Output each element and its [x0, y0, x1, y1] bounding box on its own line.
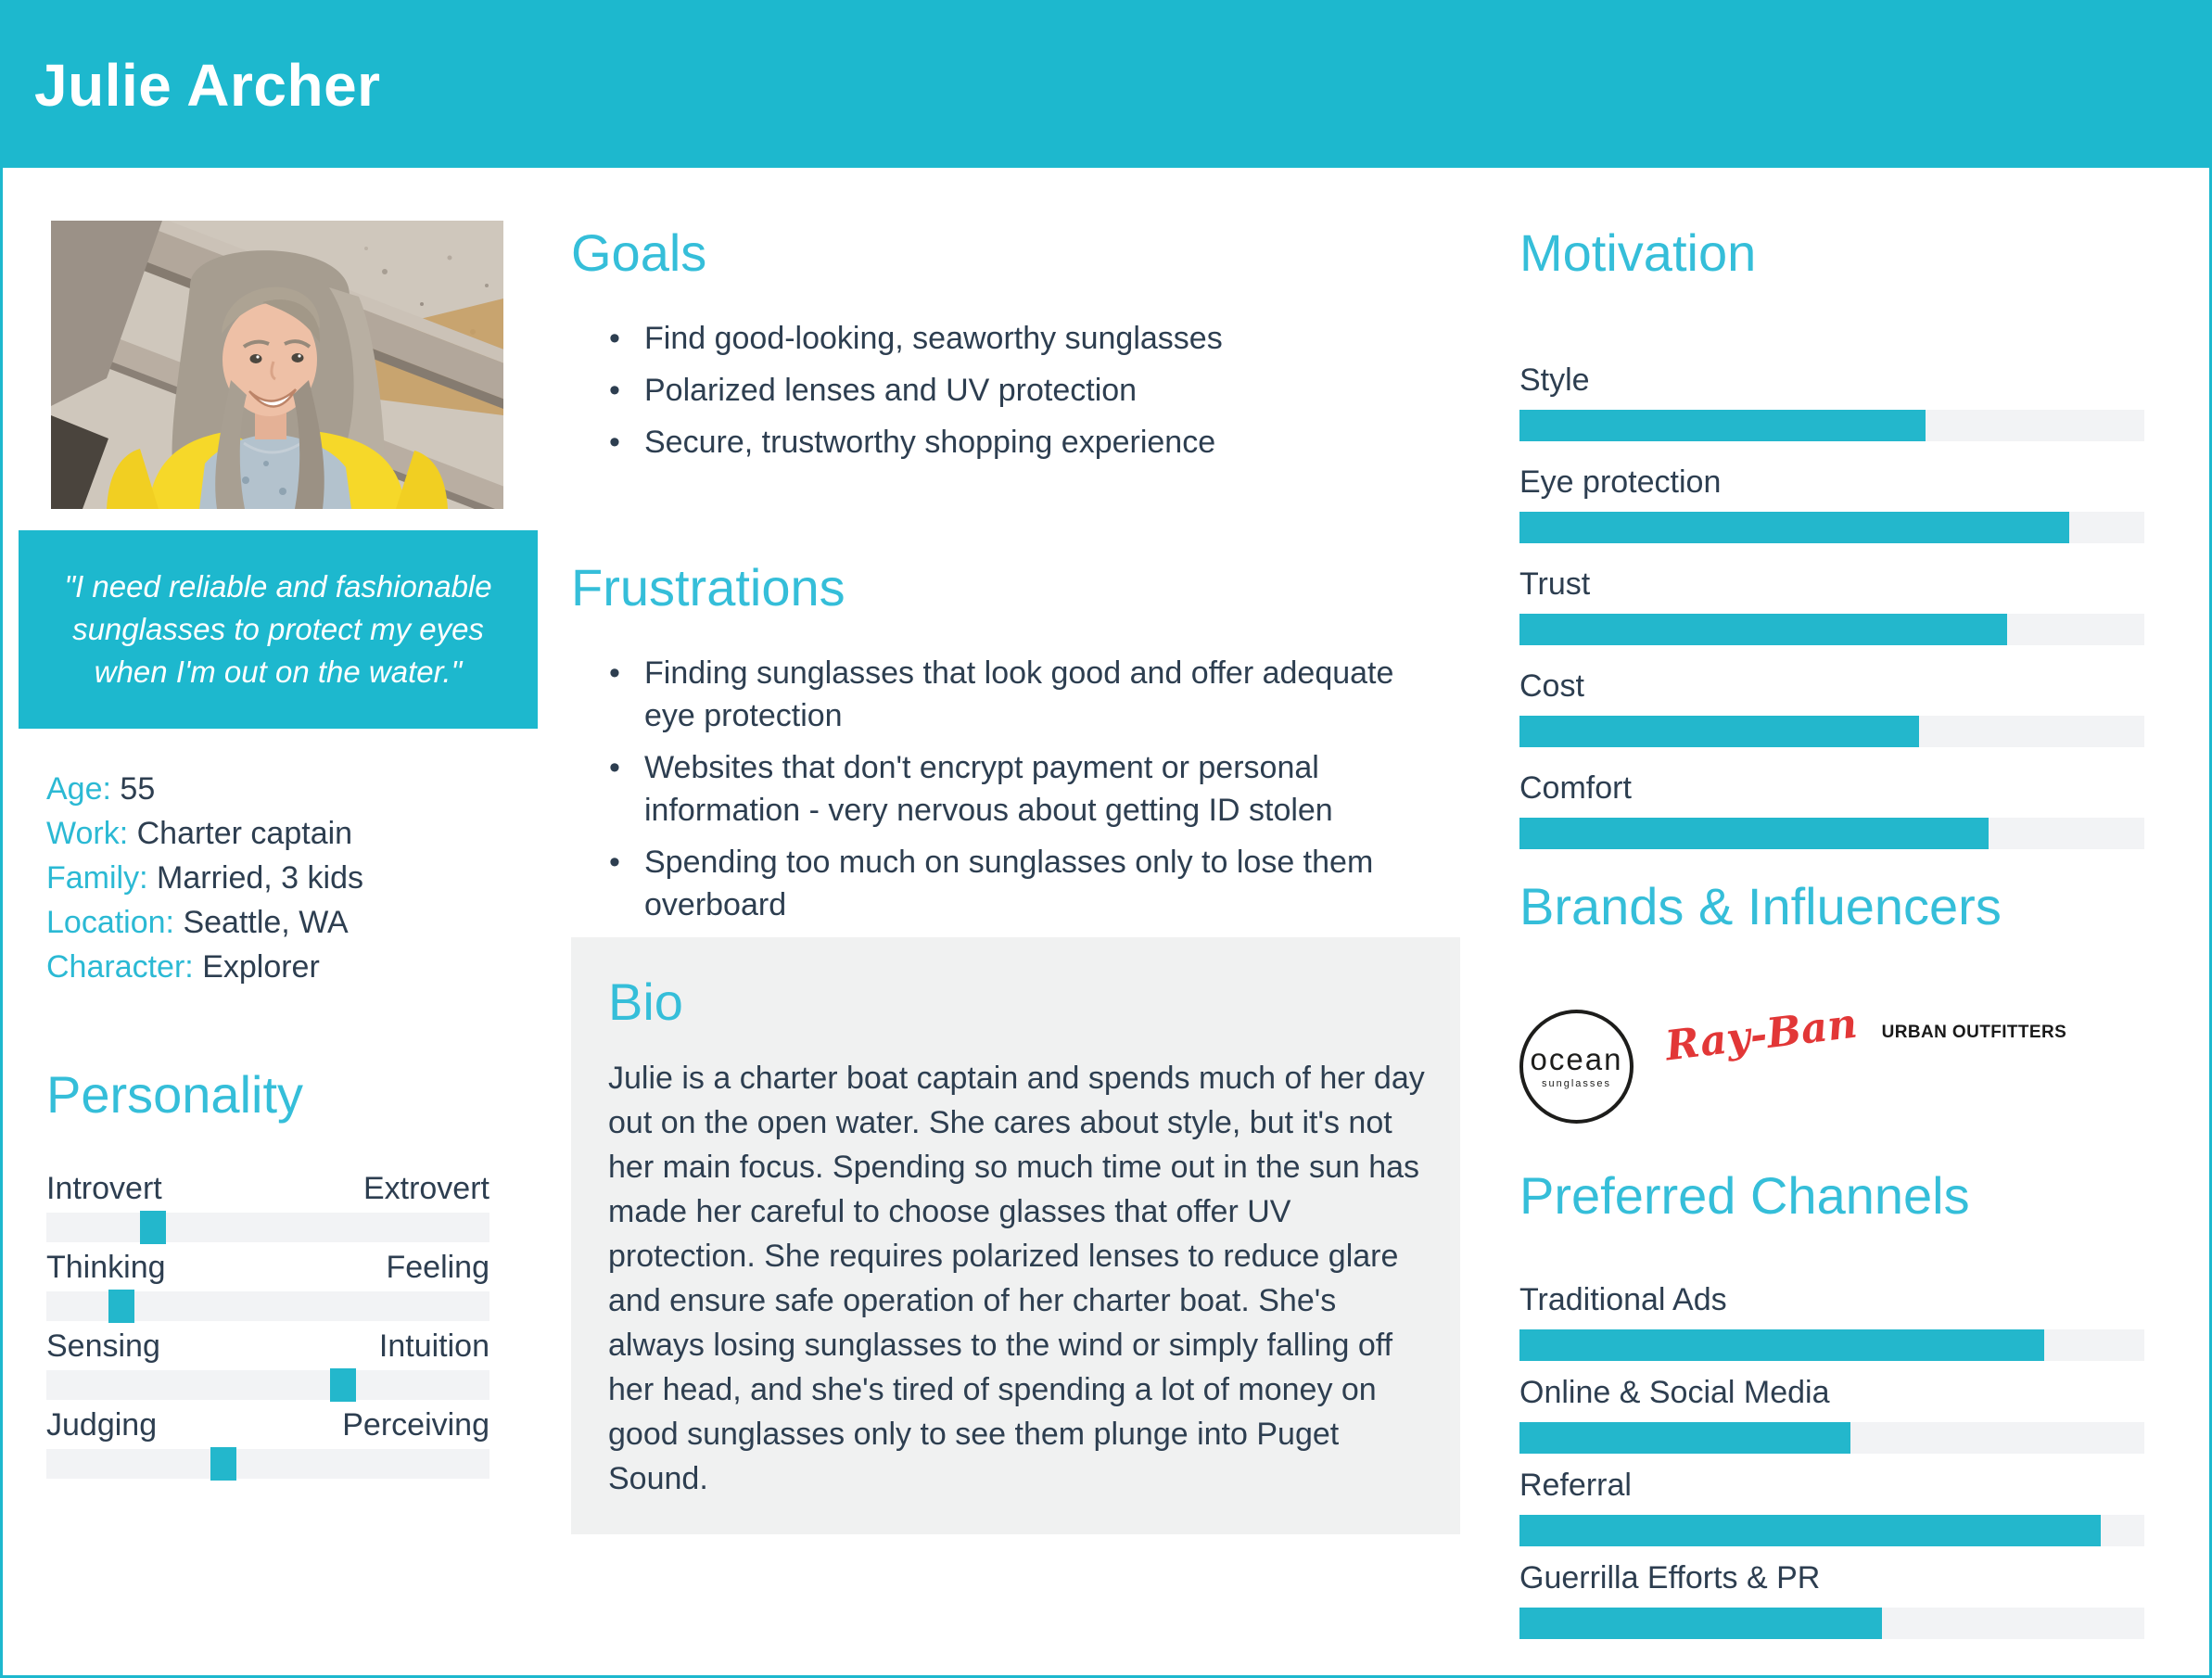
persona-name: Julie Archer: [34, 52, 381, 119]
slider-right-label: Intuition: [378, 1328, 489, 1365]
bio-box: [571, 937, 1460, 1533]
urban-outfitters-logo: URBAN OUTFITTERS: [1881, 1023, 2067, 1043]
slider-marker: [108, 1290, 134, 1323]
demo-label: Age:: [46, 771, 111, 807]
channel-bar-referral: [1519, 1467, 2144, 1546]
bio-text: Julie is a charter boat captain and spends much of her day out on the open water. She cares about style, but it's not her main focus. Spending so much time out in the sun has made her careful to choose glasses that offer UV protection. She requires polarized lenses to reduce glare and ensure safe operation of her charter boat. She's always losing sunglasses to the wind or simply falling off her head, and she's tired of spending a lot of money on good sunglasses only to see them plunge into Puget Sound.: [608, 1060, 1425, 1496]
quote-text: "I need reliable and fashionable sunglasses to protect my eyes when I'm out on the water.": [64, 569, 492, 689]
bar-label: Eye protection: [1519, 464, 1722, 501]
frustration-item: • Spending too much on sunglasses only to lose them overboard: [604, 841, 1419, 926]
bar-track: [1519, 1329, 2144, 1361]
frustration-item: • Finding sunglasses that look good and offer adequate eye protection: [604, 652, 1419, 737]
demographics: [46, 767, 538, 989]
channel-bar-online-social: [1519, 1374, 2144, 1454]
slider-marker: [210, 1447, 236, 1481]
content: [3, 168, 2209, 1678]
bar-track: [1519, 818, 2144, 849]
frustrations-list: [604, 652, 1419, 926]
demo-value: Seattle, WA: [183, 905, 349, 940]
motivation-bar-cost: [1519, 667, 2144, 747]
motivation-bars: [1519, 362, 2144, 849]
slider-right-label: Perceiving: [342, 1407, 489, 1443]
channel-bar-traditional-ads: [1519, 1281, 2144, 1361]
rayban-logo: Ray-Ban: [1662, 999, 1860, 1071]
demo-label: Family:: [46, 860, 148, 896]
bar-track: [1519, 716, 2144, 747]
slider-introvert-extrovert: [46, 1172, 489, 1242]
demo-value: 55: [120, 771, 156, 807]
frustrations-title: Frustrations: [571, 558, 845, 617]
quote-box: [19, 530, 538, 729]
slider-marker: [330, 1368, 356, 1402]
demo-row-age: [46, 767, 538, 811]
preferred-channels-title: Preferred Channels: [1519, 1166, 1970, 1226]
motivation-bar-style: [1519, 362, 2144, 441]
brand-logos: [1519, 999, 2144, 1124]
demo-row-family: [46, 856, 538, 900]
motivation-bar-comfort: [1519, 769, 2144, 849]
goals-list: [604, 317, 1419, 464]
bar-track: [1519, 614, 2144, 645]
personality-sliders: [46, 1172, 489, 1479]
bar-label: Style: [1519, 362, 1590, 399]
slider-track: [46, 1291, 489, 1321]
bar-label: Comfort: [1519, 770, 1632, 807]
slider-track: [46, 1449, 489, 1479]
ocean-sunglasses-logo: [1519, 1010, 1634, 1124]
slider-marker: [140, 1211, 166, 1244]
ocean-logo-subtext: sunglasses: [1541, 1078, 1612, 1090]
goal-item: • Secure, trustworthy shopping experience: [604, 421, 1419, 464]
slider-judging-perceiving: [46, 1408, 489, 1479]
demo-row-work: [46, 811, 538, 856]
demo-label: Location:: [46, 905, 174, 940]
frustration-item: • Websites that don't encrypt payment or personal information - very nervous about getting ID stolen: [604, 746, 1419, 832]
goal-item: • Polarized lenses and UV protection: [604, 369, 1419, 412]
ocean-logo-text: ocean: [1530, 1042, 1623, 1077]
personality-title: Personality: [46, 1065, 304, 1124]
motivation-title: Motivation: [1519, 223, 1757, 282]
motivation-bar-trust: [1519, 566, 2144, 645]
slider-sensing-intuition: [46, 1329, 489, 1400]
channel-bar-guerrilla-pr: [1519, 1559, 2144, 1639]
bar-track: [1519, 1422, 2144, 1454]
goals-title: Goals: [571, 223, 707, 282]
bar-label: Cost: [1519, 668, 1584, 705]
bar-label: Guerrilla Efforts & PR: [1519, 1559, 1821, 1595]
middle-column: [571, 168, 1460, 1534]
bio-title: Bio: [608, 972, 683, 1032]
slider-left-label: Thinking: [46, 1250, 166, 1286]
slider-left-label: Introvert: [46, 1171, 162, 1207]
right-column: [1519, 168, 2144, 1652]
bar-fill: [1519, 1515, 2101, 1546]
bar-track: [1519, 1515, 2144, 1546]
bar-label: Traditional Ads: [1519, 1281, 1727, 1317]
bar-fill: [1519, 1608, 1882, 1639]
demo-row-location: [46, 900, 538, 945]
demo-value: Charter captain: [136, 816, 353, 851]
left-column: [19, 168, 538, 1487]
bar-track: [1519, 410, 2144, 441]
brands-title: Brands & Influencers: [1519, 877, 2002, 936]
slider-right-label: Feeling: [386, 1250, 489, 1286]
bar-fill: [1519, 512, 2069, 543]
demo-label: Work:: [46, 816, 129, 851]
channel-bars: [1519, 1281, 2144, 1639]
demo-label: Character:: [46, 949, 194, 985]
bar-fill: [1519, 818, 1989, 849]
slider-right-label: Extrovert: [362, 1171, 489, 1207]
goal-item: • Find good-looking, seaworthy sunglasses: [604, 317, 1419, 360]
slider-left-label: Judging: [46, 1407, 158, 1443]
demo-value: Married, 3 kids: [157, 860, 363, 896]
demo-row-character: [46, 945, 538, 989]
bar-track: [1519, 1608, 2144, 1639]
bar-track: [1519, 512, 2144, 543]
bar-label: Online & Social Media: [1519, 1374, 1830, 1410]
slider-left-label: Sensing: [46, 1328, 160, 1365]
bar-fill: [1519, 716, 1919, 747]
bar-fill: [1519, 410, 1926, 441]
slider-track: [46, 1370, 489, 1400]
slider-thinking-feeling: [46, 1251, 489, 1321]
motivation-bar-eye-protection: [1519, 464, 2144, 543]
slider-track: [46, 1213, 489, 1242]
bar-fill: [1519, 614, 2007, 645]
bar-label: Referral: [1519, 1467, 1632, 1503]
header-banner: [3, 3, 2209, 168]
bar-label: Trust: [1519, 566, 1591, 603]
bar-fill: [1519, 1422, 1850, 1454]
demo-value: Explorer: [202, 949, 320, 985]
bar-fill: [1519, 1329, 2044, 1361]
persona-photo: [51, 221, 503, 509]
